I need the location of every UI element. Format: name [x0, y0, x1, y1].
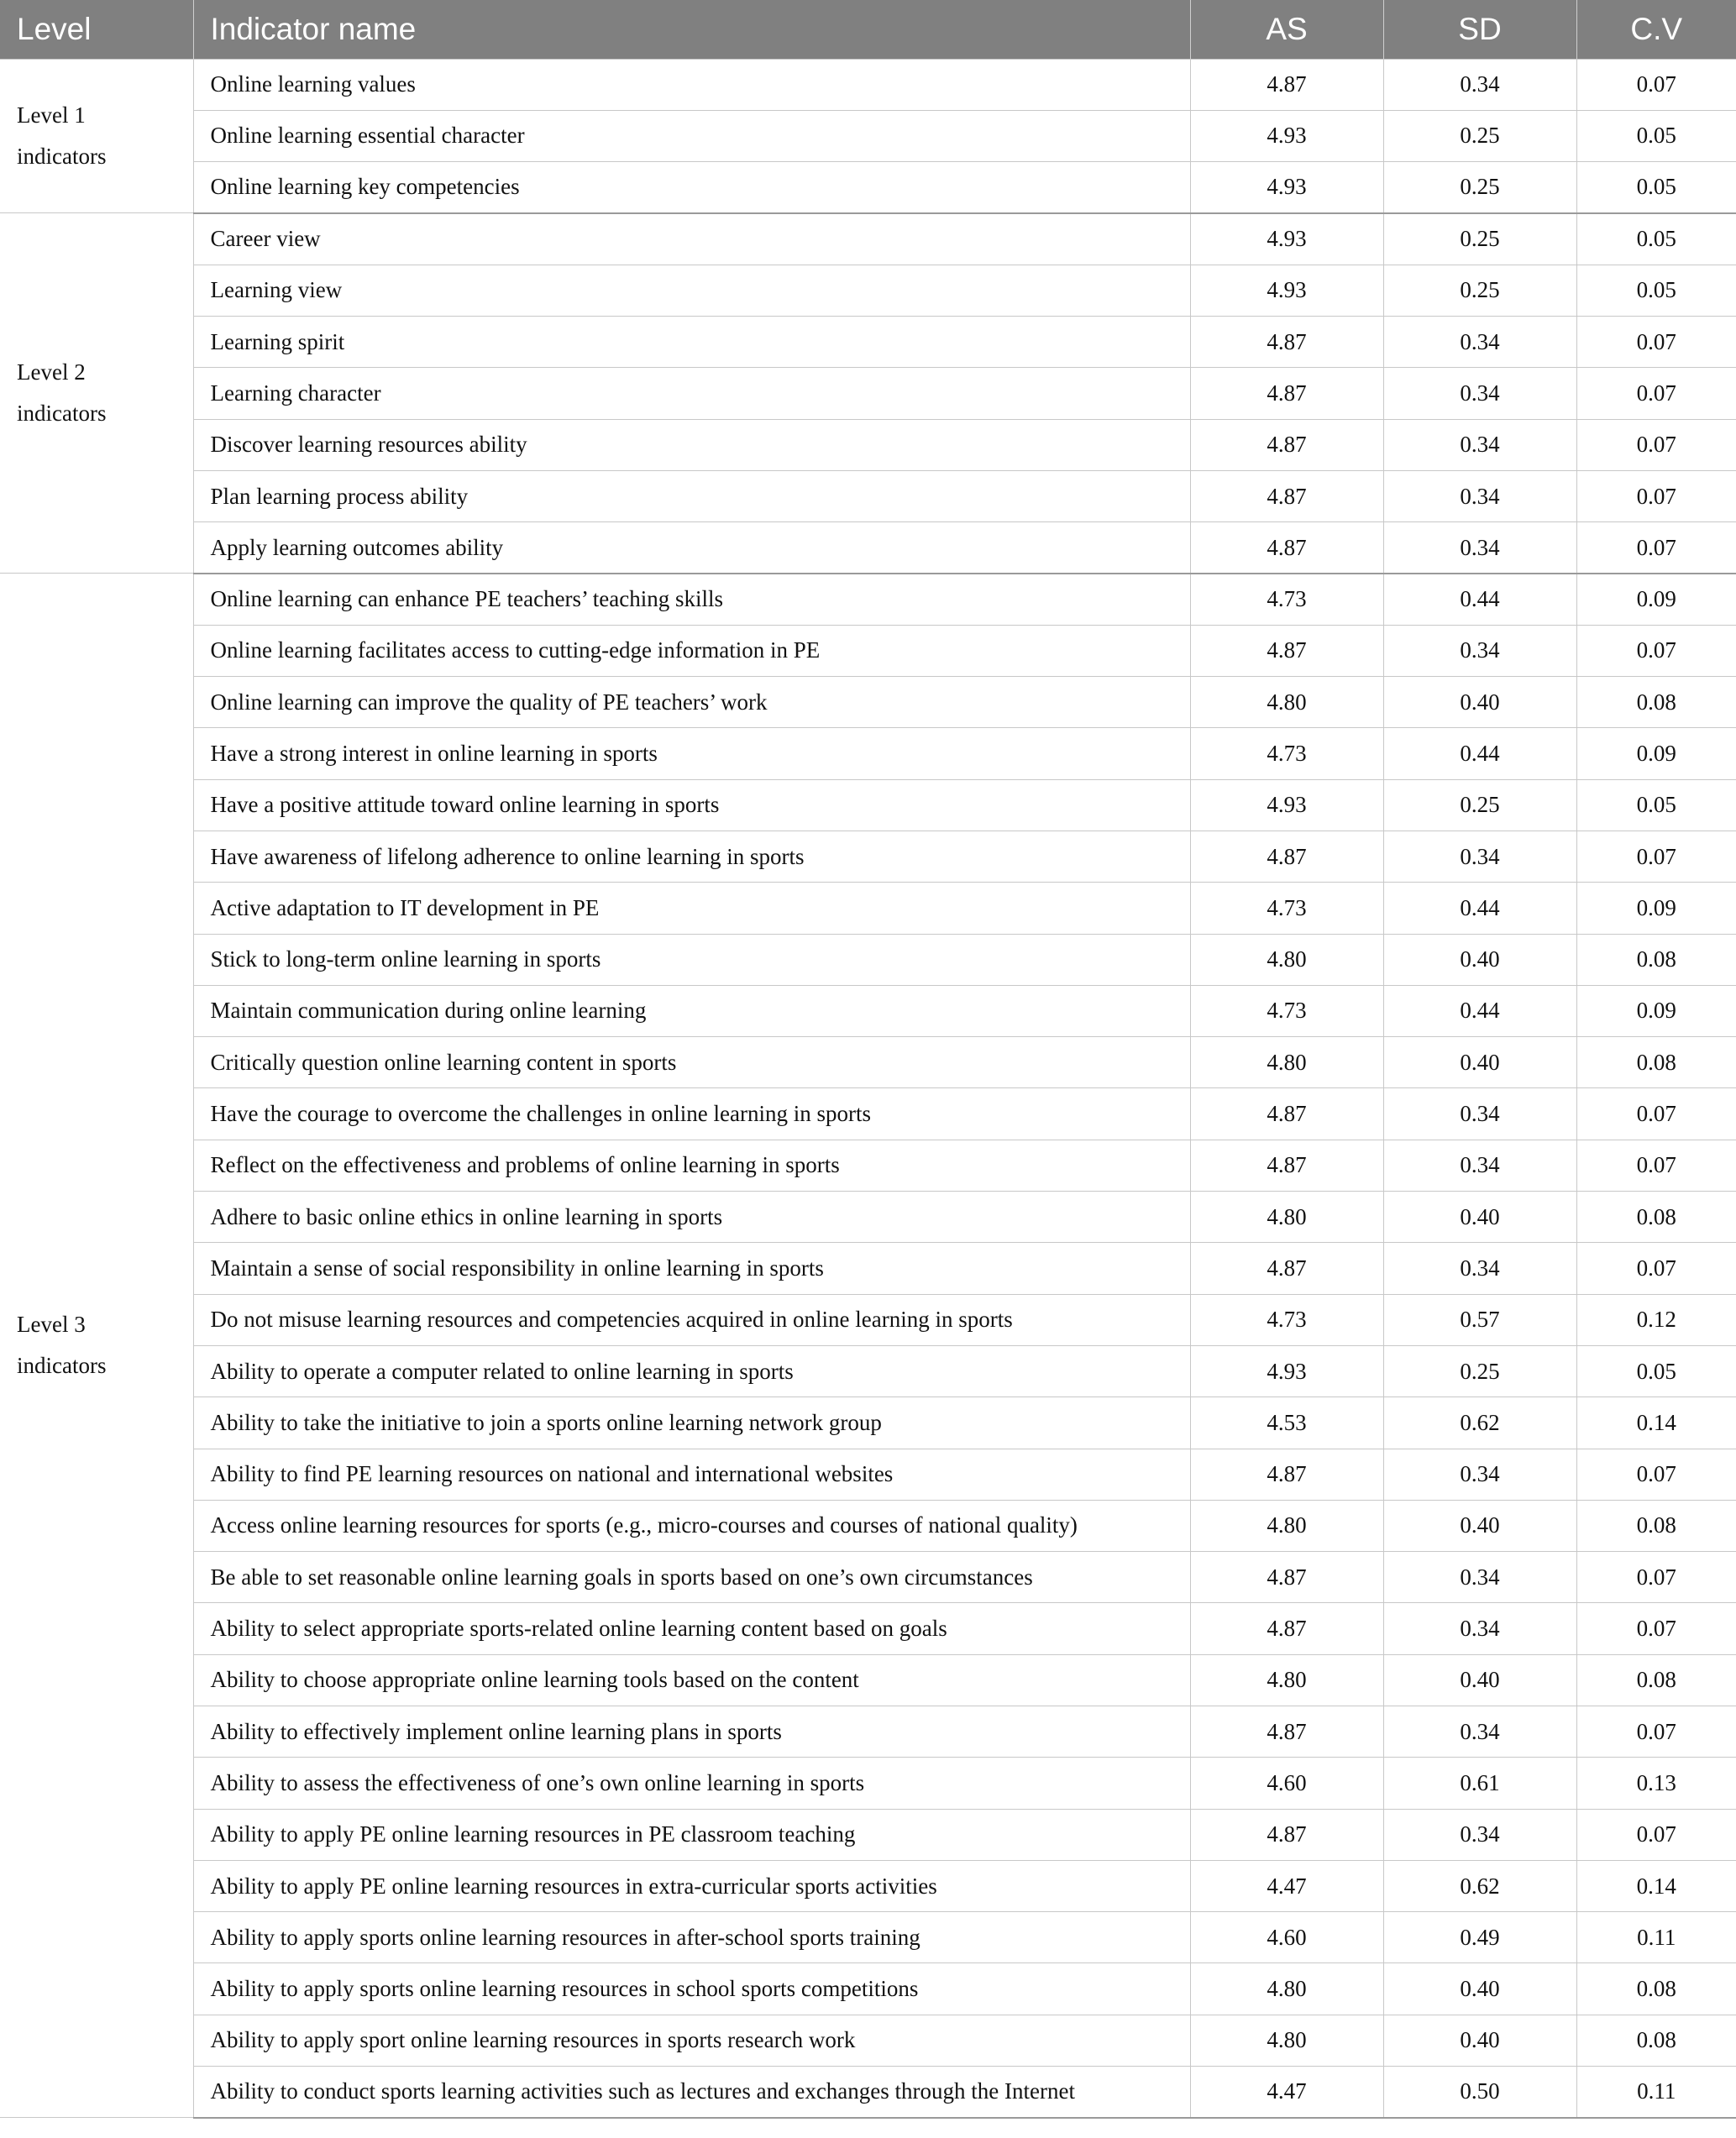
as-cell: 4.47	[1190, 1860, 1383, 1911]
sd-cell: 0.34	[1383, 1449, 1576, 1500]
table-row	[0, 1294, 1736, 1345]
sd-cell: 0.25	[1383, 779, 1576, 831]
indicator-name-cell: Online learning values	[193, 59, 1190, 110]
table-row	[0, 1912, 1736, 1963]
sd-cell: 0.62	[1383, 1397, 1576, 1449]
table-row	[0, 1552, 1736, 1603]
indicator-name-cell: Have a positive attitude toward online learning in sports	[193, 779, 1190, 831]
table-row	[0, 265, 1736, 316]
indicator-name-cell: Access online learning resources for sports (e.g., micro-courses and courses of national quality)	[193, 1500, 1190, 1551]
cv-cell: 0.08	[1576, 1192, 1736, 1243]
indicator-name-cell: Ability to assess the effectiveness of one’s own online learning in sports	[193, 1758, 1190, 1809]
table-row	[0, 1088, 1736, 1140]
indicator-name-cell: Reflect on the effectiveness and problems of online learning in sports	[193, 1140, 1190, 1191]
indicator-name-cell: Ability to apply sports online learning resources in school sports competitions	[193, 1963, 1190, 2015]
sd-cell: 0.40	[1383, 1654, 1576, 1706]
as-cell: 4.87	[1190, 470, 1383, 521]
cv-cell: 0.07	[1576, 522, 1736, 574]
indicator-name-cell: Critically question online learning content in sports	[193, 1037, 1190, 1088]
sd-cell: 0.34	[1383, 1552, 1576, 1603]
as-cell: 4.80	[1190, 1963, 1383, 2015]
as-cell: 4.80	[1190, 1037, 1383, 1088]
as-cell: 4.73	[1190, 883, 1383, 934]
sd-cell: 0.34	[1383, 1140, 1576, 1191]
table-row	[0, 419, 1736, 470]
indicator-name-cell: Discover learning resources ability	[193, 419, 1190, 470]
indicator-name-cell: Ability to apply sport online learning resources in sports research work	[193, 2015, 1190, 2066]
table-row	[0, 1963, 1736, 2015]
sd-cell: 0.40	[1383, 1963, 1576, 2015]
table-row	[0, 162, 1736, 213]
level-cell: Level 1 indicators	[0, 59, 193, 213]
sd-cell: 0.34	[1383, 1603, 1576, 1654]
table-row	[0, 1809, 1736, 1860]
as-cell: 4.87	[1190, 368, 1383, 419]
table-row	[0, 574, 1736, 625]
indicator-name-cell: Ability to apply sports online learning resources in after-school sports training	[193, 1912, 1190, 1963]
sd-cell: 0.34	[1383, 59, 1576, 110]
as-cell: 4.73	[1190, 985, 1383, 1036]
as-cell: 4.80	[1190, 677, 1383, 728]
cv-cell: 0.08	[1576, 677, 1736, 728]
table-row	[0, 985, 1736, 1036]
indicator-name-cell: Online learning essential character	[193, 110, 1190, 161]
sd-cell: 0.57	[1383, 1294, 1576, 1345]
header-as: AS	[1190, 0, 1383, 59]
sd-cell: 0.44	[1383, 985, 1576, 1036]
as-cell: 4.87	[1190, 1809, 1383, 1860]
as-cell: 4.93	[1190, 265, 1383, 316]
table-row	[0, 677, 1736, 728]
table-row	[0, 1758, 1736, 1809]
cv-cell: 0.09	[1576, 574, 1736, 625]
sd-cell: 0.40	[1383, 934, 1576, 985]
cv-cell: 0.14	[1576, 1397, 1736, 1449]
table-row	[0, 2067, 1736, 2118]
sd-cell: 0.44	[1383, 728, 1576, 779]
indicator-name-cell: Learning character	[193, 368, 1190, 419]
cv-cell: 0.07	[1576, 419, 1736, 470]
header-row	[0, 0, 1736, 59]
as-cell: 4.80	[1190, 2015, 1383, 2066]
cv-cell: 0.09	[1576, 728, 1736, 779]
sd-cell: 0.34	[1383, 1243, 1576, 1294]
indicator-name-cell: Have awareness of lifelong adherence to online learning in sports	[193, 831, 1190, 882]
indicator-name-cell: Maintain a sense of social responsibility in online learning in sports	[193, 1243, 1190, 1294]
as-cell: 4.87	[1190, 1603, 1383, 1654]
cv-cell: 0.14	[1576, 1860, 1736, 1911]
sd-cell: 0.25	[1383, 1345, 1576, 1397]
indicator-name-cell: Do not misuse learning resources and competencies acquired in online learning in sports	[193, 1294, 1190, 1345]
as-cell: 4.73	[1190, 1294, 1383, 1345]
table-row	[0, 1397, 1736, 1449]
sd-cell: 0.44	[1383, 883, 1576, 934]
cv-cell: 0.13	[1576, 1758, 1736, 1809]
table-row	[0, 1860, 1736, 1911]
sd-cell: 0.62	[1383, 1860, 1576, 1911]
cv-cell: 0.07	[1576, 1088, 1736, 1140]
sd-cell: 0.44	[1383, 574, 1576, 625]
table-row	[0, 59, 1736, 110]
indicator-name-cell: Active adaptation to IT development in PE	[193, 883, 1190, 934]
cv-cell: 0.07	[1576, 59, 1736, 110]
table-row	[0, 1706, 1736, 1758]
indicator-name-cell: Be able to set reasonable online learning goals in sports based on one’s own circumstances	[193, 1552, 1190, 1603]
indicator-name-cell: Ability to effectively implement online learning plans in sports	[193, 1706, 1190, 1758]
cv-cell: 0.07	[1576, 316, 1736, 367]
cv-cell: 0.07	[1576, 1140, 1736, 1191]
sd-cell: 0.34	[1383, 470, 1576, 521]
cv-cell: 0.08	[1576, 1963, 1736, 2015]
table-row	[0, 1037, 1736, 1088]
indicator-name-cell: Ability to find PE learning resources on national and international websites	[193, 1449, 1190, 1500]
table-row	[0, 1243, 1736, 1294]
table-row	[0, 1449, 1736, 1500]
as-cell: 4.93	[1190, 213, 1383, 265]
cv-cell: 0.12	[1576, 1294, 1736, 1345]
sd-cell: 0.34	[1383, 831, 1576, 882]
as-cell: 4.73	[1190, 728, 1383, 779]
indicator-name-cell: Online learning can enhance PE teachers’ teaching skills	[193, 574, 1190, 625]
cv-cell: 0.09	[1576, 985, 1736, 1036]
as-cell: 4.87	[1190, 831, 1383, 882]
as-cell: 4.93	[1190, 1345, 1383, 1397]
as-cell: 4.80	[1190, 1192, 1383, 1243]
as-cell: 4.87	[1190, 59, 1383, 110]
header-cv: C.V	[1576, 0, 1736, 59]
as-cell: 4.93	[1190, 779, 1383, 831]
indicator-name-cell: Online learning key competencies	[193, 162, 1190, 213]
indicator-name-cell: Plan learning process ability	[193, 470, 1190, 521]
sd-cell: 0.49	[1383, 1912, 1576, 1963]
as-cell: 4.87	[1190, 1140, 1383, 1191]
indicator-name-cell: Ability to operate a computer related to online learning in sports	[193, 1345, 1190, 1397]
indicator-name-cell: Have the courage to overcome the challenges in online learning in sports	[193, 1088, 1190, 1140]
cv-cell: 0.05	[1576, 779, 1736, 831]
table-row	[0, 1140, 1736, 1191]
sd-cell: 0.34	[1383, 1088, 1576, 1140]
indicator-name-cell: Have a strong interest in online learning in sports	[193, 728, 1190, 779]
cv-cell: 0.05	[1576, 265, 1736, 316]
table-row	[0, 779, 1736, 831]
cv-cell: 0.11	[1576, 1912, 1736, 1963]
indicator-name-cell: Learning spirit	[193, 316, 1190, 367]
table-row	[0, 831, 1736, 882]
table-row	[0, 728, 1736, 779]
indicator-name-cell: Ability to apply PE online learning resources in PE classroom teaching	[193, 1809, 1190, 1860]
table-row	[0, 368, 1736, 419]
as-cell: 4.87	[1190, 522, 1383, 574]
sd-cell: 0.25	[1383, 265, 1576, 316]
as-cell: 4.80	[1190, 1654, 1383, 1706]
table-row	[0, 2015, 1736, 2066]
indicator-name-cell: Online learning can improve the quality of PE teachers’ work	[193, 677, 1190, 728]
cv-cell: 0.07	[1576, 1706, 1736, 1758]
level-cell: Level 2 indicators	[0, 213, 193, 574]
cv-cell: 0.05	[1576, 1345, 1736, 1397]
sd-cell: 0.40	[1383, 1192, 1576, 1243]
indicator-name-cell: Maintain communication during online learning	[193, 985, 1190, 1036]
cv-cell: 0.08	[1576, 934, 1736, 985]
indicator-name-cell: Ability to take the initiative to join a sports online learning network group	[193, 1397, 1190, 1449]
cv-cell: 0.07	[1576, 1243, 1736, 1294]
cv-cell: 0.05	[1576, 162, 1736, 213]
as-cell: 4.93	[1190, 110, 1383, 161]
table-row	[0, 522, 1736, 574]
cv-cell: 0.05	[1576, 213, 1736, 265]
as-cell: 4.87	[1190, 625, 1383, 676]
as-cell: 4.87	[1190, 1243, 1383, 1294]
cv-cell: 0.08	[1576, 1654, 1736, 1706]
sd-cell: 0.50	[1383, 2067, 1576, 2118]
table-row	[0, 110, 1736, 161]
sd-cell: 0.34	[1383, 316, 1576, 367]
table-row	[0, 316, 1736, 367]
as-cell: 4.73	[1190, 574, 1383, 625]
indicator-name-cell: Ability to select appropriate sports-related online learning content based on goals	[193, 1603, 1190, 1654]
header-indicator-name: Indicator name	[193, 0, 1190, 59]
sd-cell: 0.61	[1383, 1758, 1576, 1809]
sd-cell: 0.34	[1383, 368, 1576, 419]
table-header	[0, 0, 1736, 59]
cv-cell: 0.07	[1576, 1809, 1736, 1860]
as-cell: 4.87	[1190, 1088, 1383, 1140]
as-cell: 4.80	[1190, 934, 1383, 985]
sd-cell: 0.34	[1383, 522, 1576, 574]
table-row	[0, 1500, 1736, 1551]
as-cell: 4.87	[1190, 419, 1383, 470]
sd-cell: 0.34	[1383, 419, 1576, 470]
table-row	[0, 1603, 1736, 1654]
as-cell: 4.60	[1190, 1912, 1383, 1963]
cv-cell: 0.07	[1576, 831, 1736, 882]
table-row	[0, 1654, 1736, 1706]
cv-cell: 0.05	[1576, 110, 1736, 161]
header-level: Level	[0, 0, 193, 59]
cv-cell: 0.07	[1576, 368, 1736, 419]
header-sd: SD	[1383, 0, 1576, 59]
as-cell: 4.87	[1190, 1552, 1383, 1603]
indicator-name-cell: Learning view	[193, 265, 1190, 316]
as-cell: 4.87	[1190, 1706, 1383, 1758]
cv-cell: 0.09	[1576, 883, 1736, 934]
as-cell: 4.47	[1190, 2067, 1383, 2118]
cv-cell: 0.08	[1576, 2015, 1736, 2066]
cv-cell: 0.11	[1576, 2067, 1736, 2118]
table-row	[0, 470, 1736, 521]
indicator-name-cell: Adhere to basic online ethics in online learning in sports	[193, 1192, 1190, 1243]
sd-cell: 0.40	[1383, 677, 1576, 728]
table-row	[0, 625, 1736, 676]
indicator-name-cell: Stick to long-term online learning in sports	[193, 934, 1190, 985]
sd-cell: 0.34	[1383, 1809, 1576, 1860]
sd-cell: 0.34	[1383, 625, 1576, 676]
sd-cell: 0.34	[1383, 1706, 1576, 1758]
table-row	[0, 213, 1736, 265]
as-cell: 4.80	[1190, 1500, 1383, 1551]
sd-cell: 0.25	[1383, 213, 1576, 265]
table-row	[0, 883, 1736, 934]
indicator-name-cell: Ability to choose appropriate online learning tools based on the content	[193, 1654, 1190, 1706]
sd-cell: 0.40	[1383, 1037, 1576, 1088]
sd-cell: 0.40	[1383, 1500, 1576, 1551]
as-cell: 4.93	[1190, 162, 1383, 213]
indicator-name-cell: Career view	[193, 213, 1190, 265]
indicator-name-cell: Ability to conduct sports learning activities such as lectures and exchanges through the Internet	[193, 2067, 1190, 2118]
as-cell: 4.53	[1190, 1397, 1383, 1449]
sd-cell: 0.40	[1383, 2015, 1576, 2066]
cv-cell: 0.08	[1576, 1500, 1736, 1551]
table-row	[0, 1345, 1736, 1397]
as-cell: 4.87	[1190, 316, 1383, 367]
table-row	[0, 934, 1736, 985]
indicator-name-cell: Online learning facilitates access to cutting-edge information in PE	[193, 625, 1190, 676]
cv-cell: 0.07	[1576, 1449, 1736, 1500]
sd-cell: 0.25	[1383, 110, 1576, 161]
indicator-name-cell: Apply learning outcomes ability	[193, 522, 1190, 574]
level-cell: Level 3 indicators	[0, 574, 193, 2118]
cv-cell: 0.07	[1576, 470, 1736, 521]
cv-cell: 0.07	[1576, 1603, 1736, 1654]
cv-cell: 0.08	[1576, 1037, 1736, 1088]
as-cell: 4.87	[1190, 1449, 1383, 1500]
table-body	[0, 59, 1736, 2118]
sd-cell: 0.25	[1383, 162, 1576, 213]
indicator-name-cell: Ability to apply PE online learning resources in extra-curricular sports activities	[193, 1860, 1190, 1911]
cv-cell: 0.07	[1576, 625, 1736, 676]
cv-cell: 0.07	[1576, 1552, 1736, 1603]
table-row	[0, 1192, 1736, 1243]
as-cell: 4.60	[1190, 1758, 1383, 1809]
